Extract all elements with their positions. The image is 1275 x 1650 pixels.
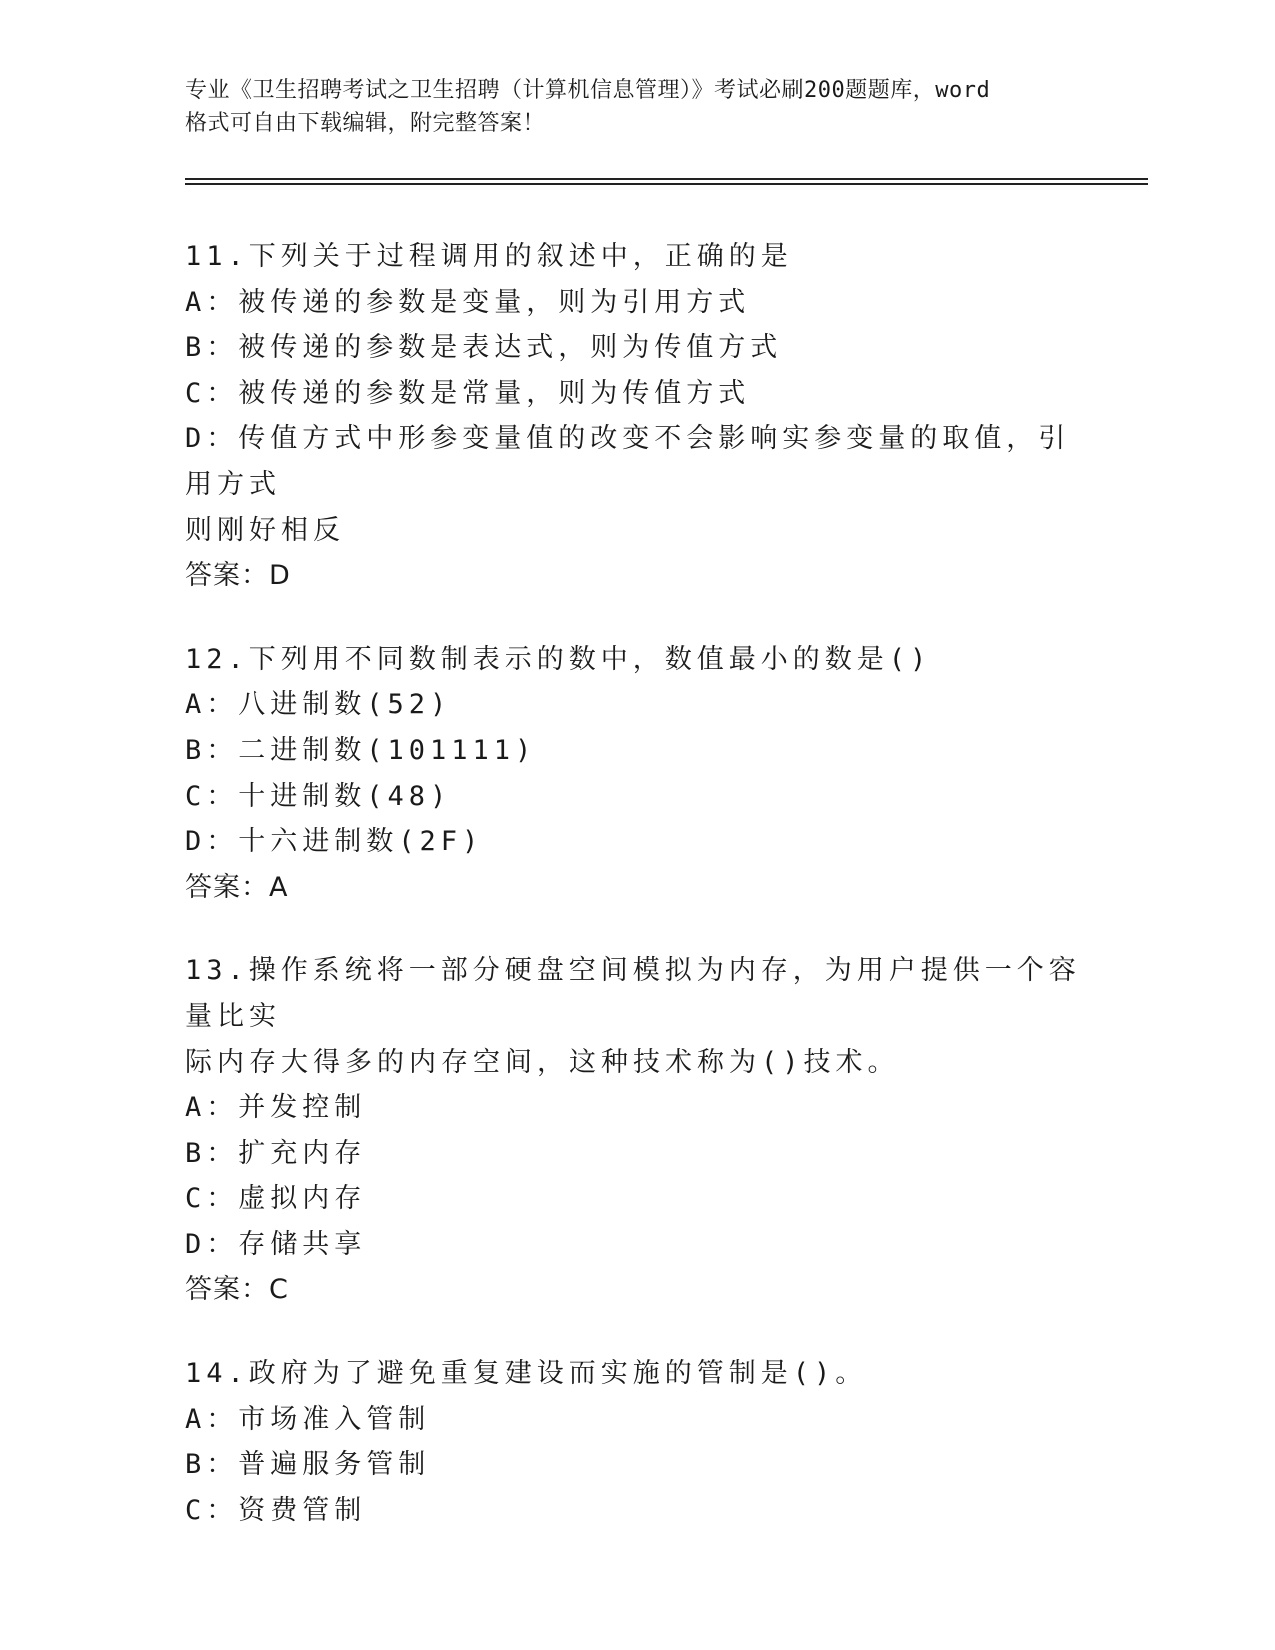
answer-option-line: B：被传递的参数是表达式，则为传值方式 [185, 332, 783, 364]
question-block [185, 234, 1085, 599]
answer-option-line: C：虚拟内存 [185, 1183, 367, 1215]
answer-option-line: B：扩充内存 [185, 1137, 367, 1169]
answer-option-line: B：普遍服务管制 [185, 1449, 431, 1481]
question-block [185, 1351, 1085, 1533]
answer-option-line: D：十六进制数(2F) [185, 826, 484, 858]
question-stem-line: 际内存大得多的内存空间，这种技术称为()技术。 [185, 1046, 900, 1078]
answer-option-line: 则刚好相反 [185, 514, 345, 546]
answer-option-line: C：被传递的参数是常量，则为传值方式 [185, 377, 751, 409]
correct-answer: 答案：C [185, 1274, 289, 1306]
answer-option-line: A：八进制数(52) [185, 689, 452, 721]
header-line-2: 格式可自由下载编辑，附完整答案！ [185, 111, 546, 136]
document-header [185, 74, 1085, 140]
answer-option-line: D：存储共享 [185, 1228, 367, 1260]
question-stem-line: 14.政府为了避免重复建设而实施的管制是()。 [185, 1358, 868, 1390]
question-block [185, 948, 1085, 1313]
header-line-1: 专业《卫生招聘考试之卫生招聘（计算机信息管理）》考试必刷200题题库，word [185, 78, 991, 103]
answer-option-line: A：并发控制 [185, 1092, 367, 1124]
question-list [185, 234, 1085, 1571]
correct-answer: 答案：D [185, 560, 291, 592]
answer-option-line: B：二进制数(101111) [185, 734, 537, 766]
answer-option-line: A：市场准入管制 [185, 1403, 431, 1435]
correct-answer: 答案：A [185, 871, 289, 903]
answer-option-line: C：资费管制 [185, 1494, 367, 1526]
answer-option-line: C：十进制数(48) [185, 780, 452, 812]
header-divider-bottom [185, 183, 1148, 185]
question-block [185, 637, 1085, 911]
question-stem-line: 13.操作系统将一部分硬盘空间模拟为内存，为用户提供一个容量比实 [185, 955, 1081, 1032]
answer-option-line: D：传值方式中形参变量值的改变不会影响实参变量的取值，引用方式 [185, 423, 1071, 500]
question-stem-line: 11.下列关于过程调用的叙述中，正确的是 [185, 241, 793, 272]
answer-option-line: A：被传递的参数是变量，则为引用方式 [185, 286, 751, 318]
question-stem-line: 12.下列用不同数制表示的数中，数值最小的数是() [185, 643, 932, 675]
header-divider-top [185, 178, 1148, 180]
